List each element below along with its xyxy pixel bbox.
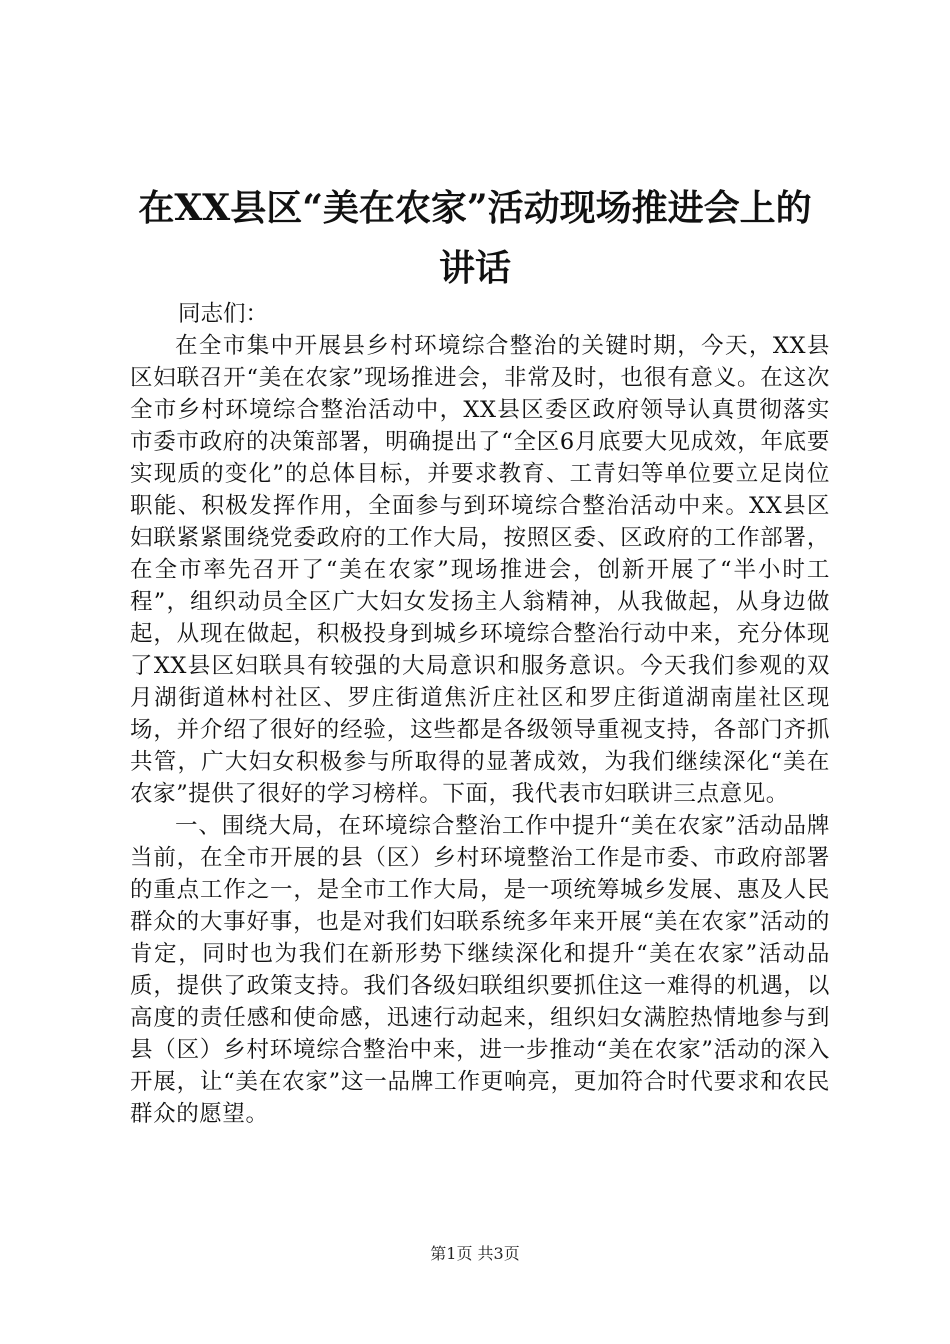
page-footer: 第1页 共3页 (430, 1244, 520, 1263)
document-body (130, 330, 830, 1130)
paragraph-1: 在全市集中开展县乡村环境综合整治的关键时期，今天，XX县区妇联召开“美在农家”现场推进会，非常及时，也很有意义。在这次全市乡村环境综合整治活动中，XX县区委区政府领导认真贯彻落实市委市政府的决策部署，明确提出了“全区6月底要大见成效，年底要实现质的变化”的总体目标，并要求教育、工青妇等单位要立足岗位职能、积极发挥作用，全面参与到环境综合整治活动中来。XX县区妇联紧紧围绕党委政府的工作大局，按照区委、区政府的工作部署，在全市率先召开了“美在农家”现场推进会，创新开展了“半小时工程”，组织动员全区广大妇女发扬主人翁精神，从我做起，从身边做起，从现在做起，积极投身到城乡环境综合整治行动中来，充分体现了XX县区妇联具有较强的大局意识和服务意识。今天我们参观的双月湖街道林村社区、罗庄街道焦沂庄社区和罗庄街道湖南崖社区现场，并介绍了很好的经验，这些都是各级领导重视支持，各部门齐抓共管，广大妇女积极参与所取得的显著成效，为我们继续深化“美在农家”提供了很好的学习榜样。下面，我代表市妇联讲三点意见。 (130, 333, 830, 807)
salutation: 同志们： (178, 301, 269, 327)
document-title-line-2: 讲话 (438, 247, 511, 289)
paragraph-2: 一、围绕大局，在环境综合整治工作中提升“美在农家”活动品牌当前，在全市开展的县（区）乡村环境整治工作是市委、市政府部署的重点工作之一，是全市工作大局，是一项统筹城乡发展、惠及人民群众的大事好事，也是对我们妇联系统多年来开展“美在农家”活动的肯定，同时也为我们在新形势下继续深化和提升“美在农家”活动品质，提供了政策支持。我们各级妇联组织要抓住这一难得的机遇，以高度的责任感和使命感，迅速行动起来，组织妇女满腔热情地参与到县（区）乡村环境综合整治中来，进一步推动“美在农家”活动的深入开展，让“美在农家”这一品牌工作更响亮，更加符合时代要求和农民群众的愿望。 (130, 813, 830, 1127)
document-title-line-1: 在XX县区“美在农家”活动现场推进会上的 (138, 187, 812, 229)
